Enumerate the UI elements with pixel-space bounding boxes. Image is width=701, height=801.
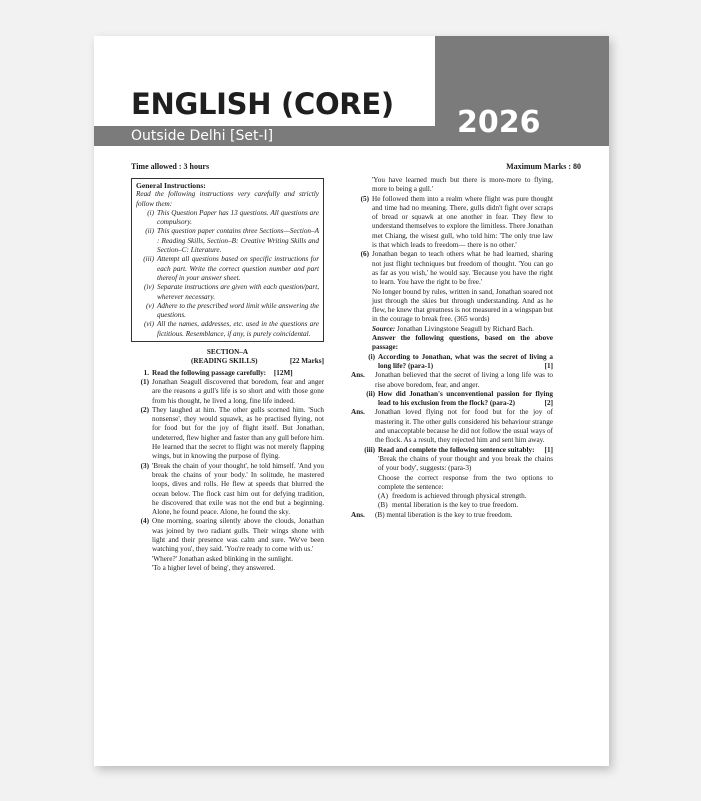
instruction-text: All the names, addresses, etc. used in the questions are fictitious. Resemblance, if any, is purely coincidental.	[157, 320, 319, 338]
passage-paragraph	[351, 195, 553, 251]
section-marks: [22 Marks]	[289, 357, 324, 366]
passage-paragraph	[131, 406, 324, 462]
option-text: freedom is achieved through physical strength.	[392, 492, 527, 501]
instruction-item	[136, 209, 319, 228]
paragraph-text: Jonathan began to teach others what he had learned, sharing not just flight techniques but freedom of thought. 'You can go as far as you wish,' he would say. 'Because you have the right to learn. You have the right to be free.'	[372, 250, 553, 287]
answer-iii	[351, 511, 553, 520]
instruction-number: (iv)	[144, 283, 154, 292]
instruction-item	[136, 302, 319, 321]
question-marks: [12M]	[273, 368, 293, 377]
instruction-text: Attempt all questions based on specific instructions for each part. Write the correct question number and part thereof in your answer sheet.	[157, 255, 319, 282]
question-number: (iii)	[364, 445, 375, 454]
question-marks: [2]	[544, 399, 553, 408]
instruction-item	[136, 255, 319, 283]
passage-paragraph	[351, 250, 553, 287]
instruction-number: (i)	[147, 208, 154, 217]
exam-meta	[131, 162, 581, 171]
answer-label: Ans.	[351, 371, 365, 380]
option-a	[378, 492, 553, 501]
answer-prompt: Answer the following questions, based on the above passage:	[372, 334, 553, 352]
option-b	[378, 501, 553, 510]
instruction-text: This question paper contains three Sections—Section–A : Reading Skills, Section–B: Creative Writing Skills and Section–C: Literature.	[157, 227, 319, 255]
question-marks: [1]	[544, 361, 553, 370]
question-text: Read the following passage carefully:	[152, 368, 267, 377]
instructions-intro: Read the following instructions very carefully and strictly follow them:	[136, 190, 319, 208]
question-iii	[351, 446, 553, 511]
paragraph-number: (6)	[360, 250, 369, 259]
answer-label: Ans.	[351, 408, 365, 417]
option-text: mental liberation is the key to true freedom.	[392, 501, 519, 510]
question-1	[131, 369, 324, 378]
instruction-item	[136, 227, 319, 255]
passage-paragraph	[131, 378, 324, 406]
question-text: According to Jonathan, what was the secret of living a long life? (para-1)	[378, 352, 553, 370]
passage-paragraph	[131, 462, 324, 518]
source-label: Source:	[372, 324, 396, 333]
passage-source	[351, 325, 553, 334]
question-quote: 'Break the chains of your thought and you break the chains of your body', suggests: (para-3)	[378, 454, 553, 473]
page-title: ENGLISH (CORE)	[131, 87, 394, 121]
instruction-item	[136, 320, 319, 339]
left-column	[131, 176, 324, 573]
instruction-item	[136, 283, 319, 302]
question-number: (i)	[368, 352, 375, 361]
passage-left-tail-2: 'To a higher level of being', they answered.	[152, 563, 276, 572]
answer-option-label: (B)	[375, 510, 385, 519]
option-label: (B)	[378, 501, 388, 510]
time-allowed: Time allowed : 3 hours	[131, 162, 210, 171]
passage-left-tail-1: 'Where?' Jonathan asked blinking in the sunlight.	[152, 554, 293, 563]
source-text: Jonathan Livingstone Seagull by Richard Bach.	[396, 324, 534, 333]
instruction-text: Adhere to the prescribed word limit while answering the questions.	[157, 301, 319, 320]
instruction-number: (ii)	[145, 227, 154, 236]
paragraph-number: (3)	[140, 461, 149, 470]
instruction-text: Separate instructions are given with each question/part, wherever necessary.	[157, 283, 319, 301]
answer-label: Ans.	[351, 510, 365, 519]
answer-text: Jonathan believed that the secret of living a long life was to rise above boredom, fear, and anger.	[375, 371, 553, 389]
section-subheading: (READING SKILLS)	[191, 357, 258, 366]
instruction-number: (v)	[146, 301, 154, 310]
right-column	[351, 176, 553, 520]
answer-text: Jonathan loved flying not for food but for the joy of mastering it. The other gulls considered his behaviour strange and unacceptable because he did not follow the usual ways of the flock. As a result, they rejected him and sent him away.	[375, 408, 553, 445]
question-item	[351, 390, 553, 409]
question-item	[351, 353, 553, 372]
paragraph-number: (1)	[140, 377, 149, 386]
question-body	[378, 390, 553, 409]
paragraph-number: (4)	[140, 517, 149, 526]
question-instruction: Choose the correct response from the two options to complete the sentence:	[378, 473, 553, 491]
paragraph-number: (2)	[140, 405, 149, 414]
passage-paragraph	[131, 517, 324, 554]
answer-item	[351, 408, 553, 445]
book-page	[94, 36, 609, 766]
answer-text: mental liberation is the key to true freedom.	[386, 510, 513, 519]
instruction-text: This Question Paper has 13 questions. All questions are compulsory.	[157, 208, 319, 227]
passage-right-top: 'You have learned much but there is more-more to flying, more to being a gull.'	[372, 176, 553, 194]
qa-list	[351, 353, 553, 446]
passage-left	[131, 378, 324, 555]
maximum-marks: Maximum Marks : 80	[506, 162, 581, 171]
passage-right-tail: No longer bound by rules, written in sand, Jonathan soared not just through the skies but through understanding. And as he flew, he knew that greatness is not measured in a wingspan but in the courage to break free. (365 words)	[372, 287, 553, 324]
answer-item	[351, 371, 553, 390]
question-number: (ii)	[366, 389, 375, 398]
question-number: 1.	[143, 368, 149, 377]
question-text: Read and complete the following sentence suitably:	[378, 445, 535, 454]
instructions-title: General Instructions:	[136, 181, 206, 190]
paragraph-text: He followed them into a realm where flight was pure thought and time had no meaning. There, gulls didn't fight over scraps of bread or squawk at one another in fear. They flew to understand themselves to explore the limitless. There Jonathan met Chiang, the wisest gull, who told him: 'The only true law is that which leads to freedom— there is no other.'	[372, 194, 553, 250]
paragraph-text: Jonathan Seagull discovered that boredom, fear and anger are the reasons a gull's life is so short and with those gone from his thought, he lived a long, fine life indeed.	[152, 377, 324, 405]
general-instructions-box	[131, 178, 324, 342]
paragraph-text: 'Break the chain of your thought', he told himself. 'And you break the chains of your body.' In solitude, he mastered loops, dives and rolls. He flew at speeds that blurred the ocean below. The flock cast him out for defying tradition, he discovered that exile was not the end but a beginning. Alone, he found peace. Alone, he found the sky.	[152, 461, 324, 517]
instruction-number: (vi)	[144, 320, 154, 329]
instruction-number: (iii)	[143, 255, 154, 264]
exam-year: 2026	[457, 105, 541, 140]
section-heading: SECTION–A	[206, 348, 249, 357]
section-subheading-row	[131, 357, 324, 366]
page-subtitle: Outside Delhi [Set-I]	[131, 128, 274, 144]
question-marks: [1]	[544, 445, 553, 454]
passage-right	[351, 195, 553, 288]
instructions-list	[136, 209, 319, 339]
question-body	[378, 353, 553, 372]
paragraph-number: (5)	[360, 194, 369, 203]
option-label: (A)	[378, 492, 388, 501]
paragraph-text: One morning, soaring silently above the clouds, Jonathan was joined by two radiant gulls. Their wings shone with light and their presence was calm and sure. 'We've been watching you', they said. 'You're ready to come with us.'	[152, 517, 324, 554]
question-text: How did Jonathan's unconventional passion for flying lead to his exclusion from the flock? (para-2)	[378, 389, 553, 408]
paragraph-text: They laughed at him. The other gulls scorned him. 'Such nonsense', they would squawk, as he practised flying, not for food but for the joy of flight itself. But Jonathan, undeterred, flew higher and faster than any gull before him. He learned that the secret to flight was not merely flapping wings, but in knowing the purpose of flying.	[152, 405, 324, 461]
